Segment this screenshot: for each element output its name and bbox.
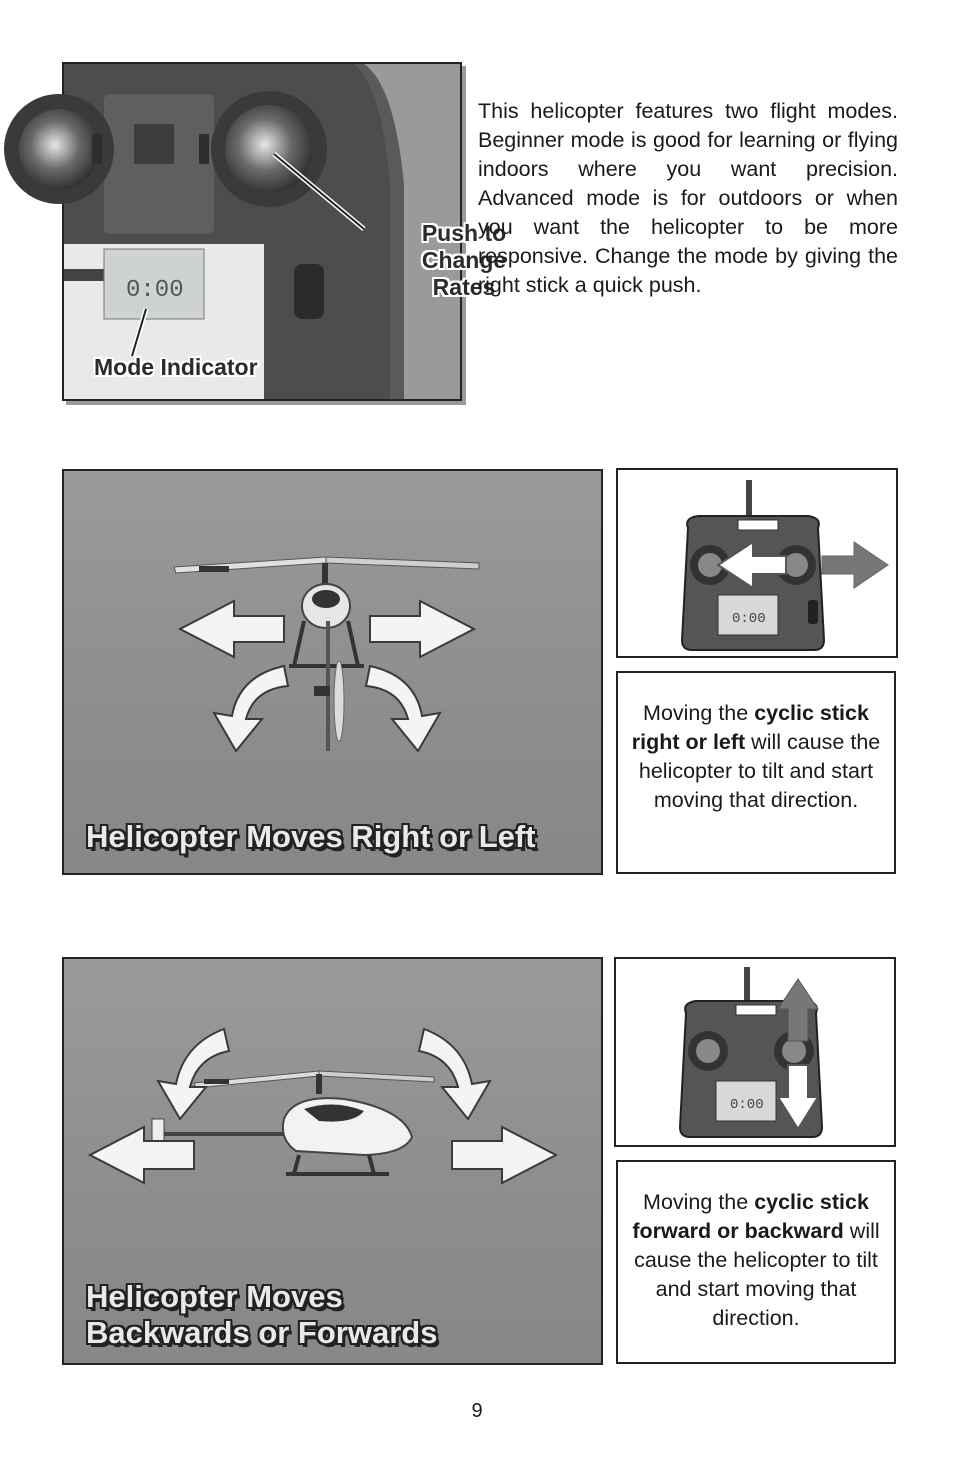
callout-line: Change [421, 247, 507, 273]
intro-paragraph: This helicopter features two flight modes. Beginner mode is good for learning or flying indoors where you want precision. Advanced mode is for outdoors or when you want the helicopter to be more responsive. Change the mode by giving the right stick a quick push. [478, 99, 898, 297]
callout-line: Push to [421, 220, 507, 246]
caption-line: Helicopter Moves [86, 1279, 343, 1314]
description-back-forward [616, 1160, 896, 1364]
description-right-left [616, 671, 896, 874]
curved-arrow-backward-icon [158, 1029, 229, 1119]
arrow-forward-icon [452, 1127, 556, 1183]
page-number: 9 [471, 1400, 483, 1422]
svg-text:0:00: 0:00 [732, 611, 766, 627]
description-lead: Moving the [643, 1190, 755, 1214]
description-lead: Moving the [643, 701, 755, 725]
transmitter-back-forward-panel [614, 957, 896, 1147]
helicopter-back-forward-photo [62, 957, 603, 1365]
transmitter-right-left-illustration [618, 470, 896, 656]
panel-arrow-right-icon [822, 542, 888, 588]
description-tail: will cause the helicopter to tilt and start moving that direction. [638, 730, 881, 812]
transmitter-closeup-illustration [64, 64, 460, 399]
helicopter-front-illustration [64, 471, 601, 873]
svg-text:0:00: 0:00 [126, 277, 184, 304]
curved-arrow-right-icon [366, 666, 440, 751]
curved-arrow-forward-icon [419, 1029, 490, 1119]
caption-back-forward [86, 1279, 437, 1351]
transmitter-right-left-panel [616, 468, 898, 658]
helicopter-right-left-photo [62, 469, 603, 875]
transmitter-back-forward-illustration [616, 959, 894, 1145]
callout-line: Rates [432, 274, 496, 300]
arrow-right-icon [370, 601, 474, 657]
description-bold: cyclic stick right or left [631, 701, 869, 754]
svg-text:0:00: 0:00 [730, 1097, 764, 1113]
caption-line: Backwards or Forwards [86, 1315, 438, 1350]
mode-indicator-callout: Mode Indicator [94, 354, 258, 380]
transmitter-closeup-photo [62, 62, 507, 401]
caption-right-left: Helicopter Moves Right or Left [86, 819, 536, 854]
description-bold: cyclic stick forward or backward [632, 1190, 869, 1243]
curved-arrow-left-icon [214, 666, 288, 751]
description-tail: will cause the helicopter to tilt and start moving that direction. [634, 1219, 880, 1330]
arrow-left-icon [180, 601, 284, 657]
